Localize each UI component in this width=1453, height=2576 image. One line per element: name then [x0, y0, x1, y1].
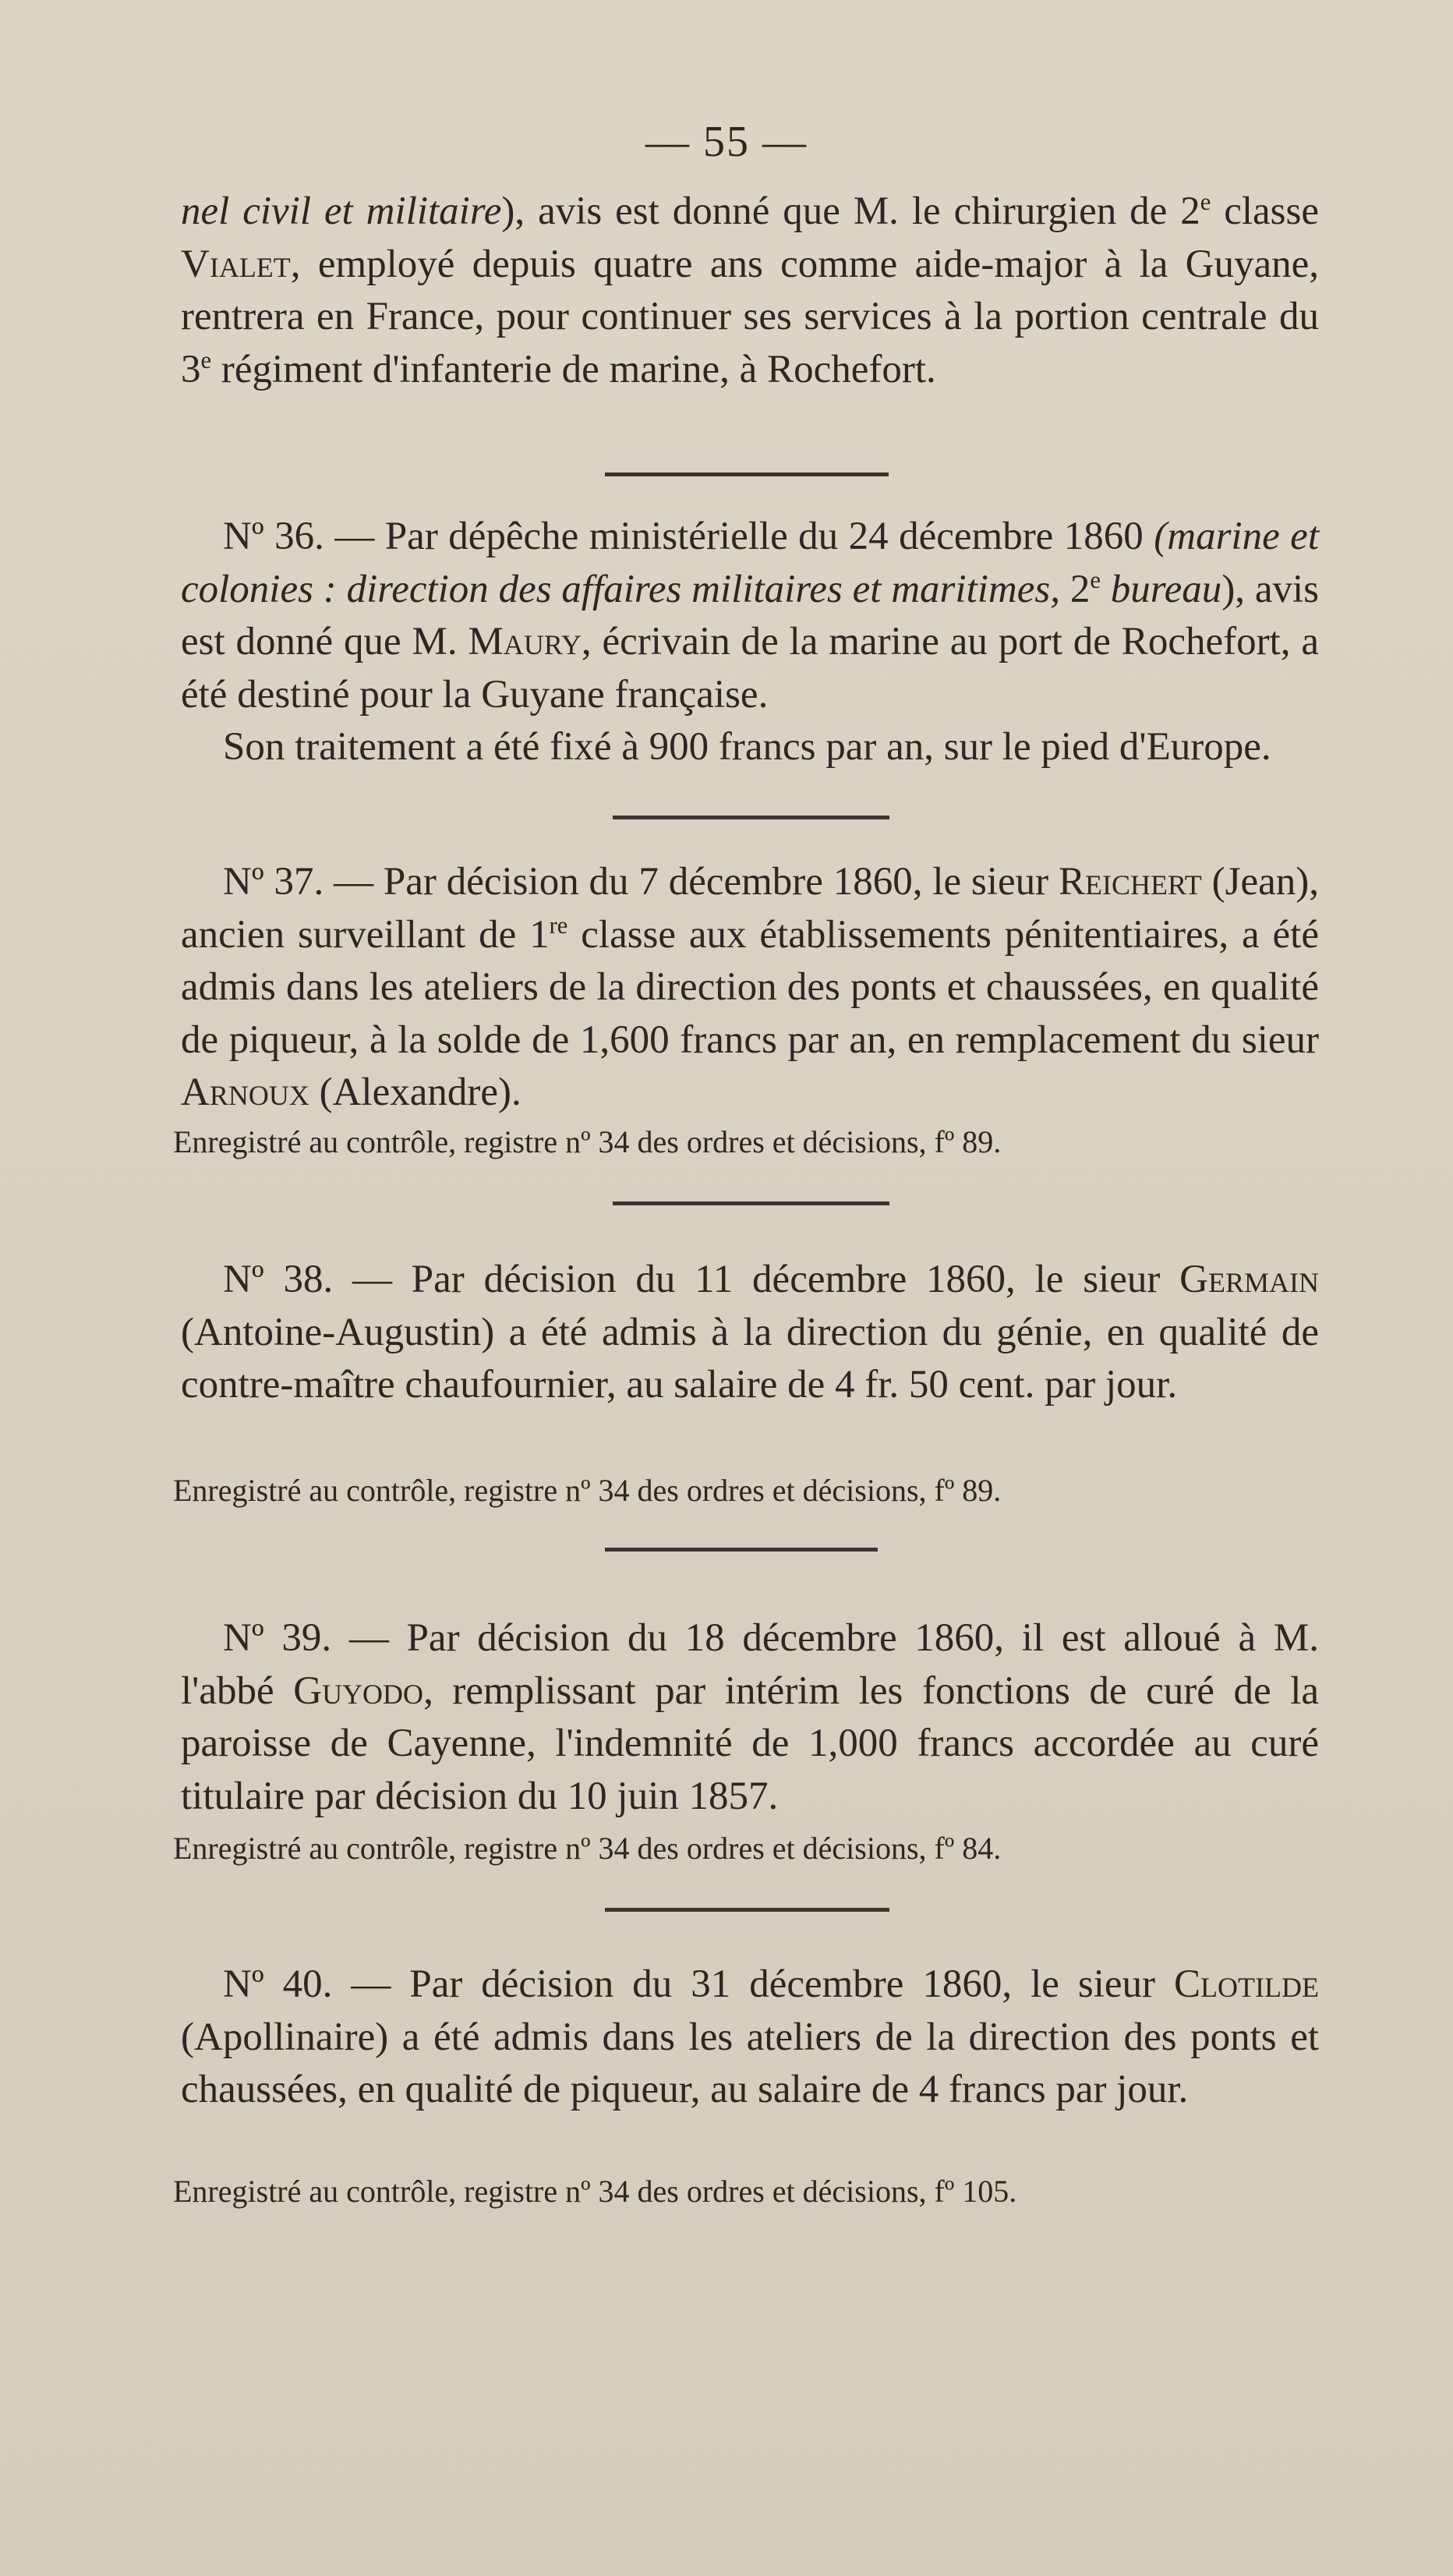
person-name: Vialet	[181, 242, 291, 286]
entry-36-salary: Son traitement a été fixé à 900 francs par an, sur le pied d'Europe.	[223, 725, 1271, 769]
person-name: Germain	[1179, 1258, 1319, 1301]
person-name: Guyodo	[293, 1668, 424, 1713]
section-divider	[605, 1548, 878, 1552]
page-number: — 55 —	[645, 118, 808, 166]
section-divider	[605, 1908, 889, 1912]
entry-37: Nº 37. — Par décision du 7 décembre 1860, le sieur Reichert (Jean), ancien surveillant de 1re classe aux établissements pénitentiaires, a été admis dans les ateliers de la direction des ponts et chaussées, en qualité de piqueur, à la solde de 1,600 francs par an, en remplacement du sieur Arnoux (Alexandre).	[181, 860, 1319, 1114]
section-divider	[605, 472, 889, 476]
person-name: Maury	[468, 620, 582, 663]
continuation-italic: nel civil et militaire	[181, 189, 502, 233]
entry-number: Nº 37.	[223, 860, 324, 904]
registration-note: Enregistré au contrôle, registre nº 34 des ordres et décisions, fº 89.	[173, 1473, 1002, 1508]
section-divider	[613, 1201, 889, 1205]
registration-note: Enregistré au contrôle, registre nº 34 des ordres et décisions, fº 84.	[173, 1831, 1002, 1866]
entry-36: Nº 36. — Par dépêche ministérielle du 24 décembre 1860 (marine et colonies : direction des affaires militaires et maritimes, 2e bureau), avis est donné que M. Maury, écrivain de la marine au port de Rochefort, a été destiné pour la Guyane française. Son traitement a été fixé à 900 francs par an, sur le pied d'Europe.	[181, 511, 1319, 774]
entry-number: Nº 36.	[223, 515, 324, 558]
entry-number: Nº 40.	[223, 1962, 333, 2006]
entry-39: Nº 39. — Par décision du 18 décembre 1860, il est alloué à M. l'abbé Guyodo, remplissant par intérim les fonctions de curé de la paroisse de Cayenne, l'indemnité de 1,000 francs accordée au curé titulaire par décision du 10 juin 1857.	[181, 1616, 1319, 1818]
entry-number: Nº 38.	[223, 1258, 334, 1301]
registration-note: Enregistré au contrôle, registre nº 34 des ordres et décisions, fº 89.	[173, 1124, 1002, 1159]
person-name: Arnoux	[181, 1070, 309, 1114]
entry-number: Nº 39.	[223, 1616, 332, 1660]
entry-38: Nº 38. — Par décision du 11 décembre 1860, le sieur Germain (Antoine-Augustin) a été admis à la direction du génie, en qualité de contre-maître chaufournier, au salaire de 4 fr. 50 cent. par jour.	[181, 1258, 1319, 1407]
registration-note: Enregistré au contrôle, registre nº 34 des ordres et décisions, fº 105.	[173, 2174, 1017, 2209]
person-name: Clotilde	[1174, 1962, 1319, 2006]
entry-40: Nº 40. — Par décision du 31 décembre 1860, le sieur Clotilde (Apollinaire) a été admis dans les ateliers de la direction des ponts et chaussées, en qualité de piqueur, au salaire de 4 francs par jour.	[181, 1962, 1319, 2111]
person-name: Reichert	[1058, 860, 1202, 904]
section-divider	[613, 816, 889, 819]
continuation-paragraph: nel civil et militaire), avis est donné que M. le chirurgien de 2e classe Vialet, employé depuis quatre ans comme aide-major à la Guyane, rentrera en France, pour continuer ses services à la portion centrale du 3e régiment d'infanterie de marine, à Rochefort.	[181, 189, 1320, 391]
